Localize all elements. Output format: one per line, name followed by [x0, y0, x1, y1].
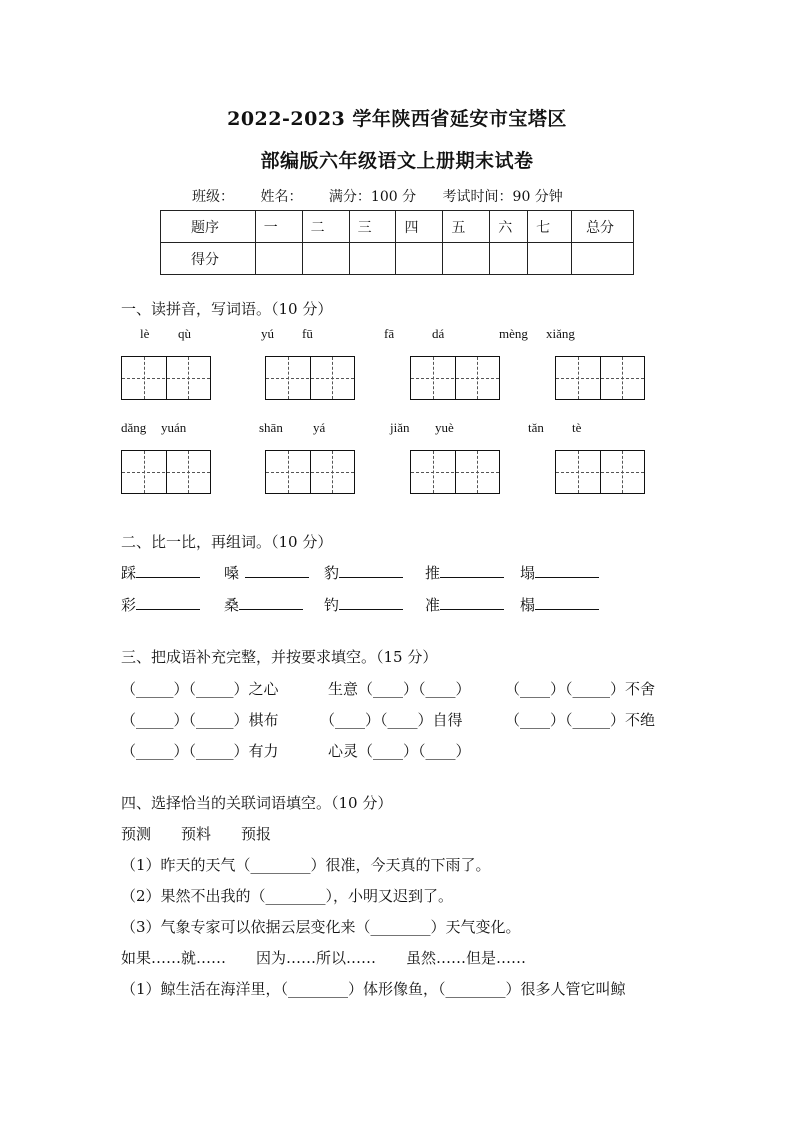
exam-info	[192, 186, 585, 206]
question[interactable]: （3）气象专家可以依据云层变化来（________）天气变化。	[121, 918, 521, 936]
compare-item	[121, 562, 200, 583]
section-1-heading: 一、读拼音，写词语。（10 分）	[121, 300, 333, 318]
idiom-fill[interactable]: 生意（____）（____）	[328, 680, 471, 698]
writing-grid[interactable]	[410, 356, 500, 400]
score-cell[interactable]	[255, 243, 302, 275]
score-cell[interactable]	[302, 243, 349, 275]
character: 豹	[324, 564, 340, 582]
table-cell: 一	[255, 211, 302, 243]
score-cell[interactable]	[490, 243, 528, 275]
answer-blank[interactable]	[136, 594, 200, 610]
pinyin: shān	[259, 420, 283, 435]
pinyin: mèng	[499, 326, 528, 341]
writing-grid[interactable]	[121, 356, 211, 400]
table-cell: 得分	[161, 243, 256, 275]
table-cell: 四	[396, 211, 443, 243]
table-cell: 题序	[161, 211, 256, 243]
pinyin: dá	[432, 326, 445, 341]
idiom-fill[interactable]: （_____）（_____）之心	[121, 680, 279, 698]
character: 榻	[520, 596, 536, 614]
question[interactable]: （2）果然不出我的（________），小明又迟到了。	[121, 887, 454, 905]
idiom-fill[interactable]: （____）（_____）不绝	[505, 711, 656, 729]
character: 准	[425, 596, 441, 614]
score-table-header-row	[161, 211, 634, 243]
score-table-score-row	[161, 243, 634, 275]
compare-item	[324, 594, 403, 615]
character: 桑	[224, 596, 240, 614]
pinyin: lè	[140, 326, 150, 341]
pinyin: fā	[384, 326, 395, 341]
idiom-fill[interactable]: 心灵（____）（____）	[328, 742, 471, 760]
idiom-fill[interactable]: （_____）（_____）棋布	[121, 711, 279, 729]
name-label: 姓名：	[260, 189, 303, 205]
conjunction-choices: 如果……就…… 因为……所以…… 虽然……但是……	[121, 949, 527, 967]
pinyin: tè	[572, 420, 582, 435]
table-cell: 二	[302, 211, 349, 243]
exam-time-label: 考试时间：90 分钟	[442, 189, 563, 205]
answer-blank[interactable]	[136, 562, 200, 578]
class-label: 班级：	[192, 189, 234, 205]
pinyin: fū	[302, 326, 313, 341]
writing-grid[interactable]	[121, 450, 211, 494]
table-cell: 七	[528, 211, 572, 243]
writing-grid[interactable]	[265, 450, 355, 494]
character: 塌	[520, 564, 536, 582]
compare-item	[121, 594, 200, 615]
section-3-heading: 三、把成语补充完整，并按要求填空。（15 分）	[121, 648, 438, 666]
character: 彩	[121, 596, 137, 614]
pinyin: yuán	[161, 420, 187, 435]
pinyin: qù	[178, 326, 191, 341]
character: 推	[425, 564, 441, 582]
idiom-fill[interactable]: （____）（____）自得	[320, 711, 463, 729]
writing-grid[interactable]	[265, 356, 355, 400]
score-cell[interactable]	[349, 243, 396, 275]
score-cell[interactable]	[396, 243, 443, 275]
writing-grid[interactable]	[555, 450, 645, 494]
character: 踩	[121, 564, 137, 582]
pinyin: xiǎng	[546, 326, 575, 341]
question[interactable]: （1）昨天的天气（________）很准，今天真的下雨了。	[121, 856, 491, 874]
compare-item	[224, 562, 309, 583]
character: 钓	[324, 596, 340, 614]
compare-item	[520, 594, 599, 615]
pinyin: jiǎn	[390, 420, 410, 435]
answer-blank[interactable]	[535, 562, 599, 578]
compare-item	[425, 562, 504, 583]
section-4-heading: 四、选择恰当的关联词语填空。（10 分）	[121, 794, 393, 812]
title-line-2: 部编版六年级语文上册期末试卷	[260, 150, 534, 172]
score-table	[160, 210, 634, 275]
idiom-fill[interactable]: （____）（_____）不舍	[505, 680, 656, 698]
answer-blank[interactable]	[535, 594, 599, 610]
answer-blank[interactable]	[245, 562, 309, 578]
title-line-1: 2022-2023 学年陕西省延安市宝塔区	[227, 108, 567, 130]
word-choices: 预测 预料 预报	[121, 825, 272, 843]
answer-blank[interactable]	[339, 594, 403, 610]
idiom-fill[interactable]: （_____）（_____）有力	[121, 742, 279, 760]
compare-item	[224, 594, 303, 615]
compare-item	[425, 594, 504, 615]
section-2-heading: 二、比一比，再组词。（10 分）	[121, 533, 333, 551]
answer-blank[interactable]	[440, 594, 504, 610]
writing-grid[interactable]	[555, 356, 645, 400]
pinyin: yá	[313, 420, 326, 435]
table-cell: 五	[443, 211, 490, 243]
table-cell: 六	[490, 211, 528, 243]
answer-blank[interactable]	[339, 562, 403, 578]
pinyin: dǎng	[121, 420, 147, 435]
table-cell: 三	[349, 211, 396, 243]
character: 嗓	[224, 564, 240, 582]
score-cell[interactable]	[572, 243, 634, 275]
answer-blank[interactable]	[440, 562, 504, 578]
score-cell[interactable]	[443, 243, 490, 275]
compare-item	[324, 562, 403, 583]
question[interactable]: （1）鲸生活在海洋里，（________）体形像鱼，（________）很多人管它叫鲸	[121, 980, 626, 998]
compare-item	[520, 562, 599, 583]
pinyin: yuè	[435, 420, 454, 435]
pinyin: tǎn	[528, 420, 544, 435]
pinyin: yú	[261, 326, 274, 341]
score-cell[interactable]	[528, 243, 572, 275]
answer-blank[interactable]	[239, 594, 303, 610]
full-score-label: 满分：100 分	[328, 189, 417, 205]
table-cell: 总分	[572, 211, 634, 243]
writing-grid[interactable]	[410, 450, 500, 494]
